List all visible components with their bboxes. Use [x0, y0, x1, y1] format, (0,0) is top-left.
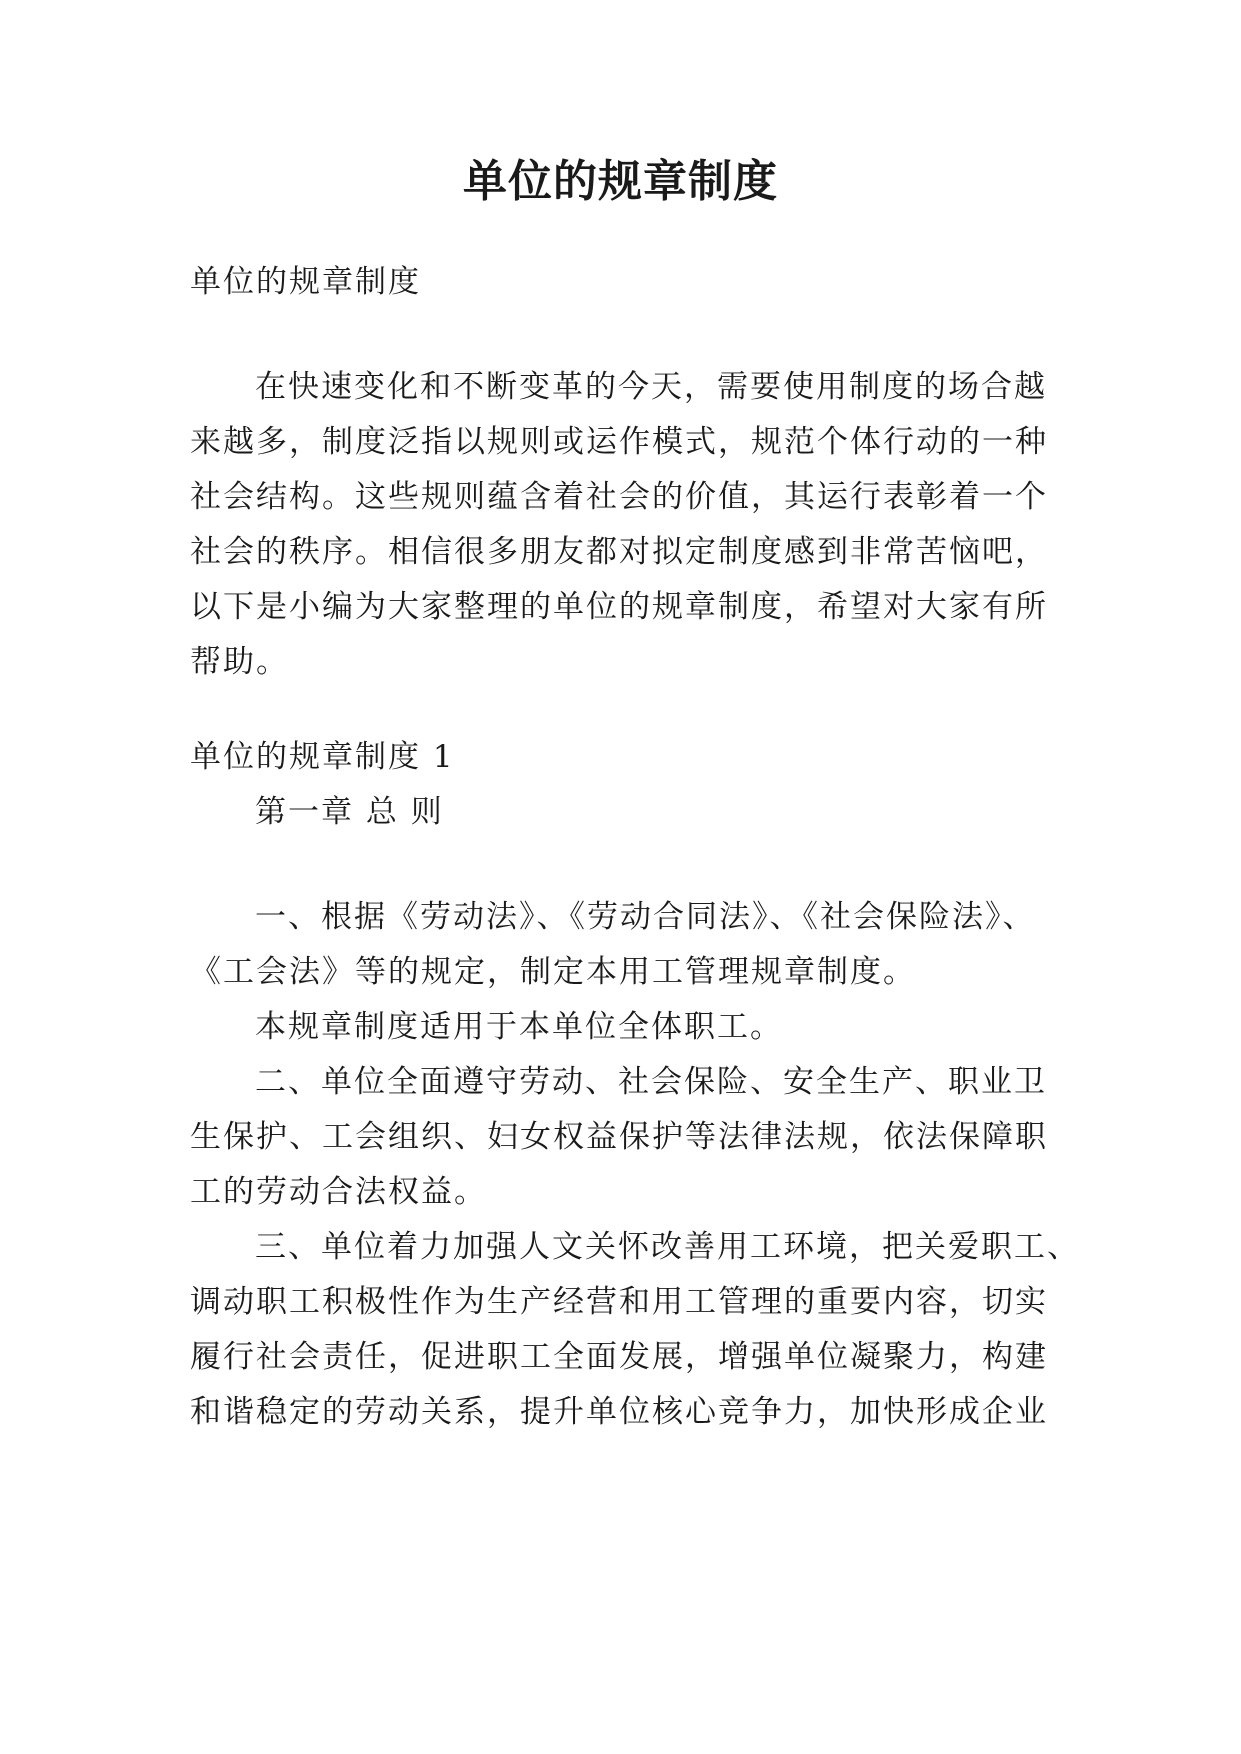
chapter-heading: 第一章 总 则: [255, 794, 444, 830]
document-subtitle: 单位的规章制度: [190, 264, 421, 300]
intro-line: 社会结构。这些规则蕴含着社会的价值，其运行表彰着一个: [190, 479, 1048, 515]
body-line: 履行社会责任，促进职工全面发展，增强单位凝聚力，构建: [190, 1339, 1048, 1375]
body-line: 调动职工积极性作为生产经营和用工管理的重要内容，切实: [190, 1284, 1048, 1320]
body-line: 一、根据《劳动法》、《劳动合同法》、《社会保险法》、: [255, 899, 1036, 935]
body-line: 二、单位全面遵守劳动、社会保险、安全生产、职业卫: [255, 1064, 1047, 1100]
body-line: 三、单位着力加强人文关怀改善用工环境，把关爱职工、: [255, 1229, 1080, 1265]
intro-line: 帮助。: [190, 644, 289, 680]
body-line: 《工会法》等的规定，制定本用工管理规章制度。: [190, 954, 916, 990]
intro-line: 社会的秩序。相信很多朋友都对拟定制度感到非常苦恼吧，: [190, 534, 1048, 570]
body-line: 本规章制度适用于本单位全体职工。: [255, 1009, 783, 1045]
intro-line: 来越多，制度泛指以规则或运作模式，规范个体行动的一种: [190, 424, 1048, 460]
intro-line: 在快速变化和不断变革的今天，需要使用制度的场合越: [255, 369, 1047, 405]
body-line: 生保护、工会组织、妇女权益保护等法律法规，依法保障职: [190, 1119, 1048, 1155]
intro-line: 以下是小编为大家整理的单位的规章制度，希望对大家有所: [190, 589, 1048, 625]
section-heading: 单位的规章制度 1: [190, 739, 455, 775]
body-line: 工的劳动合法权益。: [190, 1174, 487, 1210]
body-line: 和谐稳定的劳动关系，提升单位核心竞争力，加快形成企业: [190, 1394, 1048, 1430]
document-title: 单位的规章制度: [463, 156, 778, 207]
